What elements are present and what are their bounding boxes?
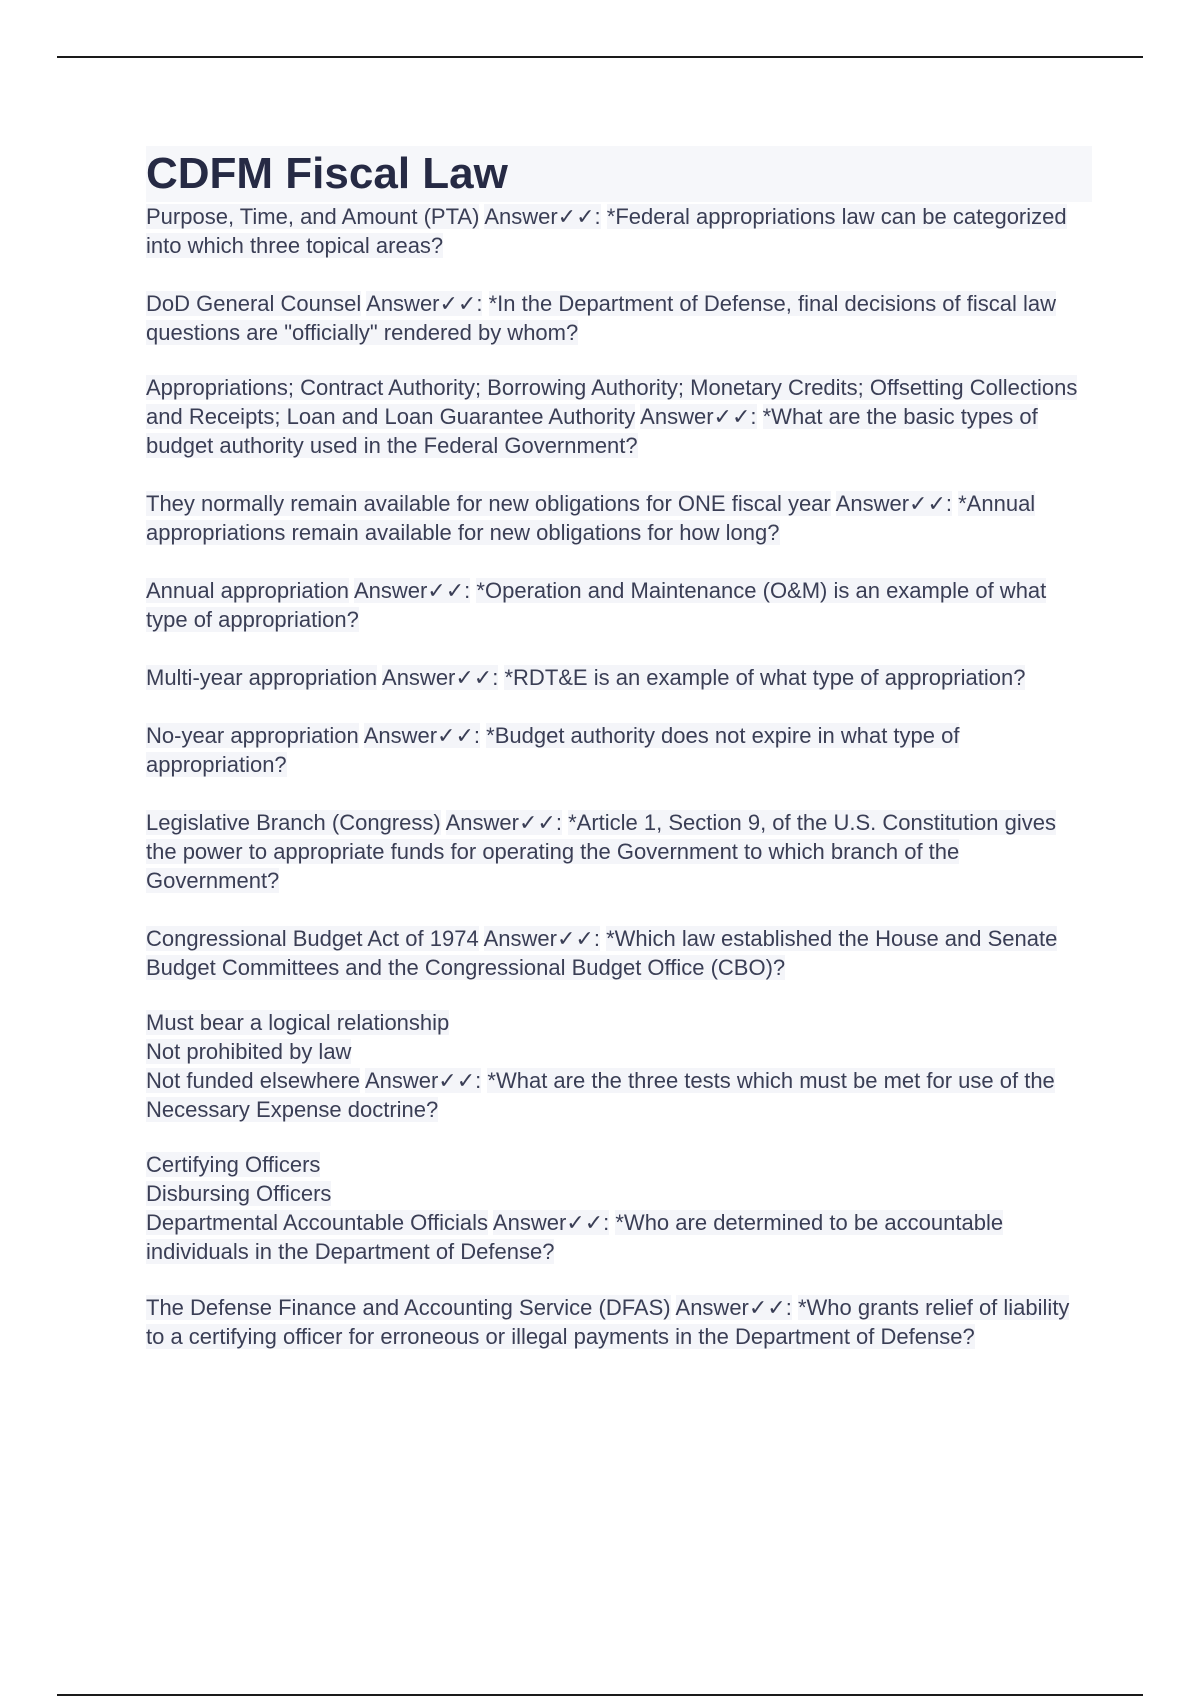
question-text: *Which law established the House and Senate Budget Committees and the Congressional Budget Office (CBO)?	[146, 926, 1058, 980]
answer-marker: Answer✓✓:	[363, 723, 481, 748]
answer-text: Multi-year appropriation	[146, 665, 378, 690]
answer-text: Annual appropriation	[146, 578, 350, 603]
answer-text: Disbursing Officers	[146, 1181, 332, 1206]
answer-text: DoD General Counsel	[146, 291, 362, 316]
answer-text: Appropriations; Contract Authority; Borrowing Authority; Monetary Credits; Offsetting Collections and Receipts; Loan and Loan Guarantee Authority	[146, 375, 1078, 429]
question-text: *Who grants relief of liability to a certifying officer for erroneous or illegal payments in the Department of Defense?	[146, 1295, 1070, 1349]
question-text: *What are the basic types of budget authority used in the Federal Government?	[146, 404, 1038, 458]
document-title: CDFM Fiscal Law	[146, 146, 1092, 202]
qa-entry	[146, 721, 1092, 779]
question-text: *Article 1, Section 9, of the U.S. Constitution gives the power to appropriate funds for operating the Government to which branch of the Government?	[146, 810, 1056, 893]
qa-entry	[146, 1008, 1092, 1124]
answer-text: Not prohibited by law	[146, 1039, 352, 1064]
answer-marker: Answer✓✓:	[492, 1210, 610, 1235]
answer-marker: Answer✓✓:	[366, 291, 483, 316]
qa-entry	[146, 202, 1092, 260]
answer-text: They normally remain available for new obligations for ONE fiscal year	[146, 491, 831, 516]
answer-marker: Answer✓✓:	[484, 204, 601, 229]
document-body	[146, 146, 1092, 1351]
answer-marker: Answer✓✓:	[382, 665, 499, 690]
answer-marker: Answer✓✓:	[675, 1295, 792, 1320]
qa-entry	[146, 663, 1092, 692]
answer-text: Not funded elsewhere	[146, 1068, 361, 1093]
answer-marker: Answer✓✓:	[835, 491, 952, 516]
answer-text: The Defense Finance and Accounting Service (DFAS)	[146, 1295, 671, 1320]
question-text: *Who are determined to be accountable individuals in the Department of Defense?	[146, 1210, 1004, 1264]
top-divider	[57, 56, 1143, 58]
bottom-divider	[57, 1694, 1143, 1696]
question-text: *RDT&E is an example of what type of appropriation?	[504, 665, 1026, 690]
question-text: *Budget authority does not expire in what type of appropriation?	[146, 723, 960, 777]
qa-entry	[146, 1150, 1092, 1266]
qa-list	[146, 202, 1092, 1351]
answer-marker: Answer✓✓:	[483, 926, 600, 951]
answer-text: Legislative Branch (Congress)	[146, 810, 441, 835]
question-text: *Operation and Maintenance (O&M) is an example of what type of appropriation?	[146, 578, 1047, 632]
answer-marker: Answer✓✓:	[353, 578, 471, 603]
answer-marker: Answer✓✓:	[445, 810, 562, 835]
answer-text: Congressional Budget Act of 1974	[146, 926, 479, 951]
question-text: *What are the three tests which must be met for use of the Necessary Expense doctrine?	[146, 1068, 1055, 1122]
answer-text: Purpose, Time, and Amount (PTA)	[146, 204, 480, 229]
qa-entry	[146, 808, 1092, 895]
question-text: *In the Department of Defense, final decisions of fiscal law questions are "officially" rendered by whom?	[146, 291, 1057, 345]
qa-entry	[146, 489, 1092, 547]
qa-entry	[146, 924, 1092, 982]
answer-marker: Answer✓✓:	[364, 1068, 482, 1093]
qa-entry	[146, 373, 1092, 460]
answer-marker: Answer✓✓:	[640, 404, 757, 429]
answer-text: No-year appropriation	[146, 723, 359, 748]
answer-text: Certifying Officers	[146, 1152, 321, 1177]
question-text: *Annual appropriations remain available for new obligations for how long?	[146, 491, 1036, 545]
qa-entry	[146, 576, 1092, 634]
qa-entry	[146, 289, 1092, 347]
question-text: *Federal appropriations law can be categorized into which three topical areas?	[146, 204, 1067, 258]
answer-text: Must bear a logical relationship	[146, 1010, 450, 1035]
answer-text: Departmental Accountable Officials	[146, 1210, 488, 1235]
qa-entry	[146, 1293, 1092, 1351]
